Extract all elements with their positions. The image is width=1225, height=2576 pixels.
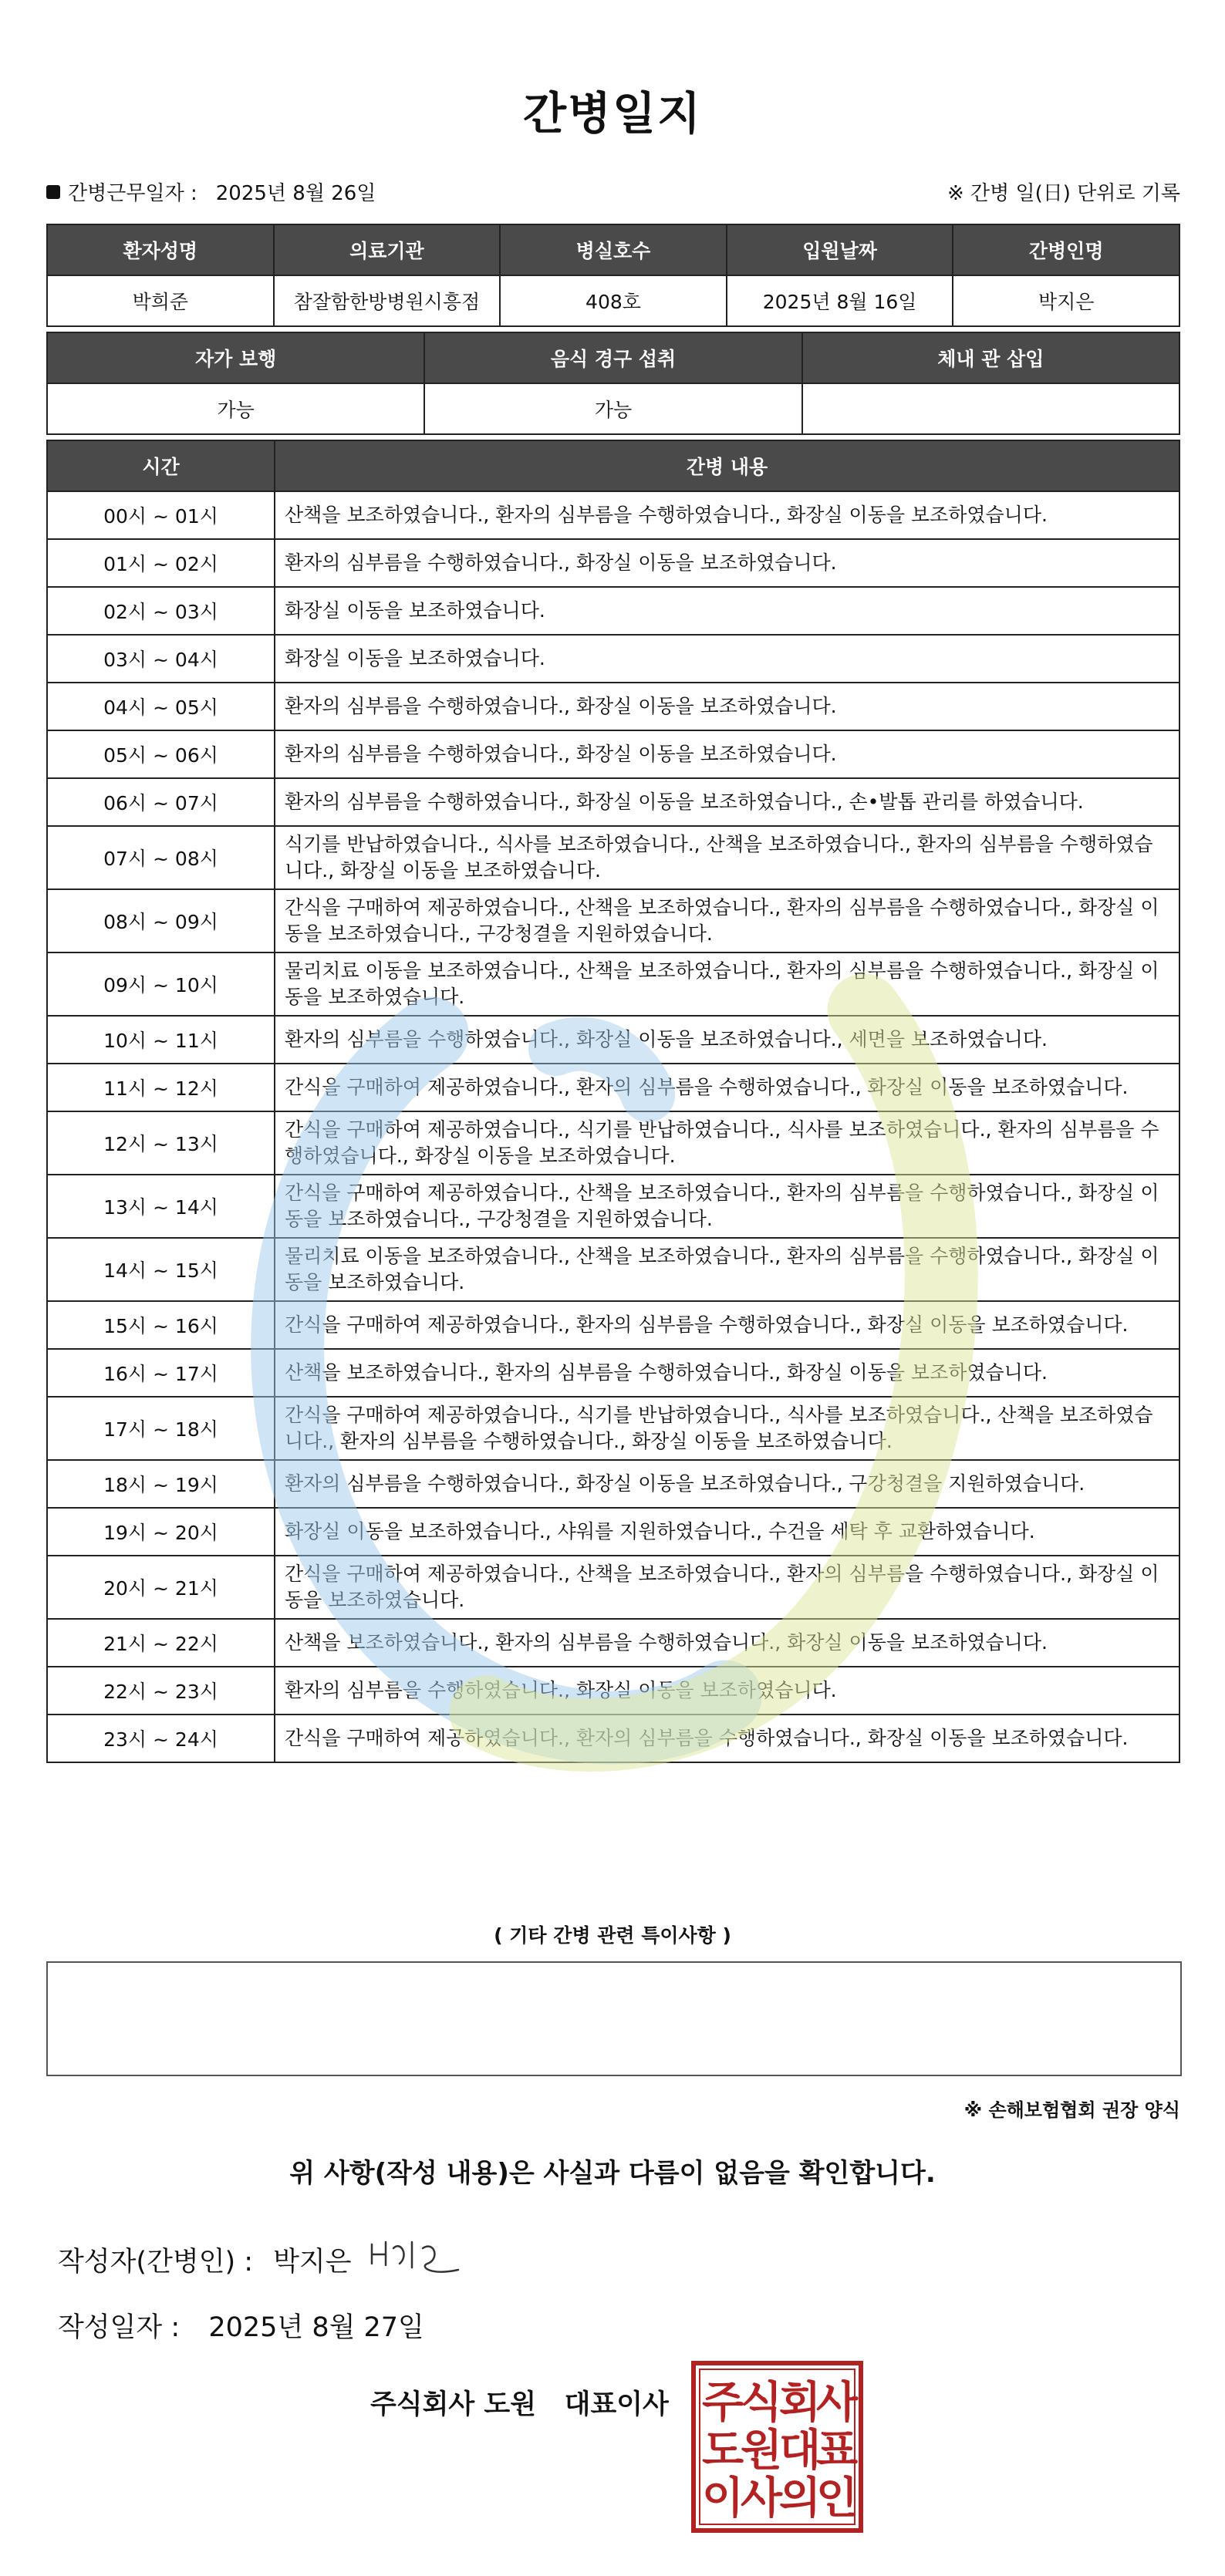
log-row xyxy=(47,1349,1179,1397)
header-time: 시간 xyxy=(47,440,275,491)
header-tube: 체내 관 삽입 xyxy=(802,332,1179,383)
log-time-cell: 10시 ~ 11시 xyxy=(47,1016,275,1064)
care-log-table xyxy=(46,440,1180,1763)
log-row xyxy=(47,1397,1179,1460)
log-row xyxy=(47,730,1179,778)
meta-row xyxy=(46,177,1180,211)
log-content-cell: 환자의 심부름을 수행하였습니다., 화장실 이동을 보조하였습니다., 구강청결을 지원하였습니다. xyxy=(275,1460,1179,1508)
company-name: 주식회사 도원 대표이사 xyxy=(370,2389,669,2420)
caregiver-name: 박지은 xyxy=(953,275,1179,326)
svg-text:도: 도 xyxy=(701,2426,744,2476)
log-row xyxy=(47,1556,1179,1619)
log-time-cell: 06시 ~ 07시 xyxy=(47,778,275,826)
log-time-cell: 08시 ~ 09시 xyxy=(47,889,275,953)
log-content-cell: 간식을 구매하여 제공하였습니다., 환자의 심부름을 수행하였습니다., 화장실 이동을 보조하였습니다. xyxy=(275,1301,1179,1349)
log-content-cell: 환자의 심부름을 수행하였습니다., 화장실 이동을 보조하였습니다. xyxy=(275,730,1179,778)
svg-text:주: 주 xyxy=(701,2378,744,2428)
log-content-cell: 산책을 보조하였습니다., 환자의 심부름을 수행하였습니다., 화장실 이동을 보조하였습니다. xyxy=(275,1619,1179,1667)
log-row xyxy=(47,491,1179,539)
log-time-cell: 04시 ~ 05시 xyxy=(47,683,275,730)
header-institution: 의료기관 xyxy=(274,224,501,275)
log-content-cell: 간식을 구매하여 제공하였습니다., 산책을 보조하였습니다., 환자의 심부름을 수행하였습니다., 화장실 이동을 보조하였습니다., 구강청결을 지원하였습니다. xyxy=(275,1175,1179,1238)
log-time-cell: 07시 ~ 08시 xyxy=(47,826,275,889)
header-content: 간병 내용 xyxy=(275,440,1179,491)
log-time-cell: 23시 ~ 24시 xyxy=(47,1715,275,1762)
svg-text:식: 식 xyxy=(740,2378,783,2428)
log-row xyxy=(47,953,1179,1016)
svg-text:이: 이 xyxy=(701,2473,744,2524)
signature xyxy=(366,2233,466,2287)
log-time-cell: 12시 ~ 13시 xyxy=(47,1111,275,1175)
admission-date: 2025년 8월 16일 xyxy=(727,275,953,326)
log-content-cell: 물리치료 이동을 보조하였습니다., 산책을 보조하였습니다., 환자의 심부름을 수행하였습니다., 화장실 이동을 보조하였습니다. xyxy=(275,953,1179,1016)
log-row xyxy=(47,683,1179,730)
info-value-row xyxy=(47,275,1179,326)
log-content-cell: 식기를 반납하였습니다., 식사를 보조하였습니다., 산책을 보조하였습니다., 환자의 심부름을 수행하였습니다., 화장실 이동을 보조하였습니다. xyxy=(275,826,1179,889)
log-time-cell: 17시 ~ 18시 xyxy=(47,1397,275,1460)
ability-header-row xyxy=(47,332,1179,383)
bullet-icon xyxy=(46,185,60,199)
svg-text:의: 의 xyxy=(778,2473,822,2524)
log-content-cell: 간식을 구매하여 제공하였습니다., 환자의 심부름을 수행하였습니다., 화장실 이동을 보조하였습니다. xyxy=(275,1064,1179,1111)
log-content-cell: 화장실 이동을 보조하였습니다. xyxy=(275,635,1179,683)
log-time-cell: 18시 ~ 19시 xyxy=(47,1460,275,1508)
svg-text:사: 사 xyxy=(740,2473,783,2524)
log-row xyxy=(47,889,1179,953)
log-row xyxy=(47,1508,1179,1556)
unit-note: ※ 간병 일(日) 단위로 기록 xyxy=(947,182,1180,205)
log-time-cell: 15시 ~ 16시 xyxy=(47,1301,275,1349)
log-content-cell: 환자의 심부름을 수행하였습니다., 화장실 이동을 보조하였습니다., 세면을 보조하였습니다. xyxy=(275,1016,1179,1064)
log-row xyxy=(47,1460,1179,1508)
log-content-cell: 환자의 심부름을 수행하였습니다., 화장실 이동을 보조하였습니다., 손•발톱 관리를 하였습니다. xyxy=(275,778,1179,826)
company-seal-stamp xyxy=(690,2360,864,2534)
institution: 참잘함한방병원시흥점 xyxy=(274,275,501,326)
log-time-cell: 20시 ~ 21시 xyxy=(47,1556,275,1619)
log-time-cell: 11시 ~ 12시 xyxy=(47,1064,275,1111)
log-time-cell: 19시 ~ 20시 xyxy=(47,1508,275,1556)
log-time-cell: 05시 ~ 06시 xyxy=(47,730,275,778)
room-number: 408호 xyxy=(500,275,727,326)
log-row xyxy=(47,1301,1179,1349)
log-time-cell: 13시 ~ 14시 xyxy=(47,1175,275,1238)
oral-intake-value: 가능 xyxy=(424,383,801,434)
log-content-cell: 간식을 구매하여 제공하였습니다., 산책을 보조하였습니다., 환자의 심부름을 수행하였습니다., 화장실 이동을 보조하였습니다., 구강청결을 지원하였습니다. xyxy=(275,889,1179,953)
walking-value: 가능 xyxy=(47,383,424,434)
notes-title: ( 기타 간병 관련 특이사항 ) xyxy=(494,1924,731,1947)
log-row xyxy=(47,778,1179,826)
log-content-cell: 간식을 구매하여 제공하였습니다., 산책을 보조하였습니다., 환자의 심부름을 수행하였습니다., 화장실 이동을 보조하였습니다. xyxy=(275,1556,1179,1619)
svg-text:대: 대 xyxy=(778,2426,822,2476)
svg-text:회: 회 xyxy=(778,2378,822,2428)
log-time-cell: 09시 ~ 10시 xyxy=(47,953,275,1016)
log-content-cell: 화장실 이동을 보조하였습니다., 샤워를 지원하였습니다., 수건을 세탁 후 교환하였습니다. xyxy=(275,1508,1179,1556)
log-row xyxy=(47,1111,1179,1175)
log-time-cell: 00시 ~ 01시 xyxy=(47,491,275,539)
patient-name: 박희준 xyxy=(47,275,274,326)
log-row xyxy=(47,587,1179,635)
svg-text:원: 원 xyxy=(740,2426,783,2476)
log-row xyxy=(47,826,1179,889)
header-admission-date: 입원날짜 xyxy=(727,224,953,275)
confirm-statement: 위 사항(작성 내용)은 사실과 다름이 없음을 확인합니다. xyxy=(289,2158,936,2189)
header-oral-intake: 음식 경구 섭취 xyxy=(424,332,801,383)
log-row xyxy=(47,1016,1179,1064)
tube-value xyxy=(802,383,1179,434)
patient-info-table xyxy=(46,224,1180,327)
log-content-cell: 환자의 심부름을 수행하였습니다., 화장실 이동을 보조하였습니다. xyxy=(275,683,1179,730)
log-content-cell: 간식을 구매하여 제공하였습니다., 식기를 반납하였습니다., 식사를 보조하였습니다., 환자의 심부름을 수행하였습니다., 화장실 이동을 보조하였습니다. xyxy=(275,1111,1179,1175)
log-row xyxy=(47,539,1179,587)
writer-line xyxy=(58,2233,466,2287)
log-time-cell: 16시 ~ 17시 xyxy=(47,1349,275,1397)
recommendation-note: ※ 손해보험협회 권장 양식 xyxy=(963,2099,1180,2121)
log-time-cell: 22시 ~ 23시 xyxy=(47,1667,275,1715)
info-header-row xyxy=(47,224,1179,275)
log-time-cell: 14시 ~ 15시 xyxy=(47,1238,275,1301)
log-content-cell: 환자의 심부름을 수행하였습니다., 화장실 이동을 보조하였습니다. xyxy=(275,1667,1179,1715)
log-content-cell: 산책을 보조하였습니다., 환자의 심부름을 수행하였습니다., 화장실 이동을 보조하였습니다. xyxy=(275,1349,1179,1397)
log-row xyxy=(47,1064,1179,1111)
log-row xyxy=(47,1175,1179,1238)
log-time-cell: 02시 ~ 03시 xyxy=(47,587,275,635)
log-content-cell: 산책을 보조하였습니다., 환자의 심부름을 수행하였습니다., 화장실 이동을 보조하였습니다. xyxy=(275,491,1179,539)
date-value: 2025년 8월 27일 xyxy=(208,2312,424,2343)
log-row xyxy=(47,635,1179,683)
svg-text:표: 표 xyxy=(815,2426,859,2476)
log-content-cell: 간식을 구매하여 제공하였습니다., 환자의 심부름을 수행하였습니다., 화장실 이동을 보조하였습니다. xyxy=(275,1715,1179,1762)
log-row xyxy=(47,1619,1179,1667)
log-time-cell: 01시 ~ 02시 xyxy=(47,539,275,587)
page-title: 간병일지 xyxy=(522,87,703,140)
log-header-row xyxy=(47,440,1179,491)
work-date xyxy=(46,177,376,206)
work-date-value: 2025년 8월 26일 xyxy=(215,182,376,205)
date-label: 작성일자 : xyxy=(58,2312,181,2343)
writer-name: 박지은 xyxy=(273,2247,352,2278)
log-row xyxy=(47,1238,1179,1301)
log-time-cell: 03시 ~ 04시 xyxy=(47,635,275,683)
log-body xyxy=(47,491,1179,1762)
log-content-cell: 화장실 이동을 보조하였습니다. xyxy=(275,587,1179,635)
ability-value-row xyxy=(47,383,1179,434)
log-content-cell: 물리치료 이동을 보조하였습니다., 산책을 보조하였습니다., 환자의 심부름을 수행하였습니다., 화장실 이동을 보조하였습니다. xyxy=(275,1238,1179,1301)
log-time-cell: 21시 ~ 22시 xyxy=(47,1619,275,1667)
header-walking: 자가 보행 xyxy=(47,332,424,383)
writer-label: 작성자(간병인) : xyxy=(58,2247,254,2278)
log-row xyxy=(47,1667,1179,1715)
header-patient-name: 환자성명 xyxy=(47,224,274,275)
log-row xyxy=(47,1715,1179,1762)
date-line xyxy=(58,2306,424,2345)
svg-text:인: 인 xyxy=(815,2473,859,2524)
header-caregiver: 간병인명 xyxy=(953,224,1179,275)
log-content-cell: 간식을 구매하여 제공하였습니다., 식기를 반납하였습니다., 식사를 보조하였습니다., 산책을 보조하였습니다., 환자의 심부름을 수행하였습니다., 화장실 이동을 보조하였습니다. xyxy=(275,1397,1179,1460)
ability-table xyxy=(46,332,1180,435)
work-date-label: 간병근무일자 : xyxy=(68,182,197,205)
svg-text:사: 사 xyxy=(815,2378,859,2428)
header-room: 병실호수 xyxy=(500,224,727,275)
notes-box xyxy=(46,1961,1182,2076)
log-content-cell: 환자의 심부름을 수행하였습니다., 화장실 이동을 보조하였습니다. xyxy=(275,539,1179,587)
